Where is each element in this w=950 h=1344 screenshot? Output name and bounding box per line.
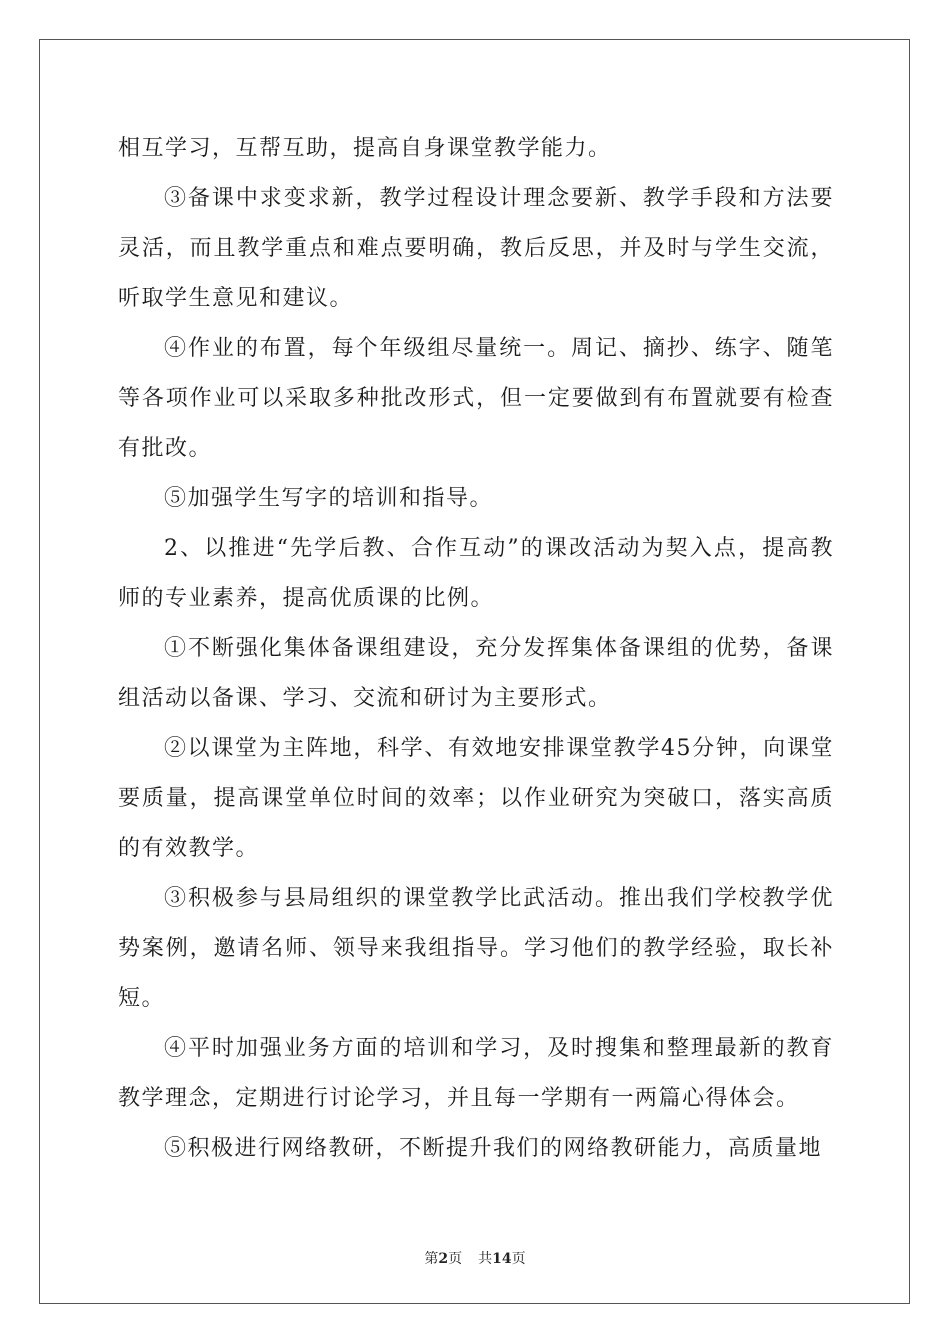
total-prefix: 共 — [478, 1251, 493, 1267]
page-number: 2 — [438, 1251, 449, 1267]
page-prefix: 第 — [424, 1251, 439, 1267]
paragraph-3: ④作业的布置，每个年级组尽量统一。周记、摘抄、练字、随笔等各项作业可以采取多种批改形式，但一定要做到有布置就要有检查有批改。 — [118, 336, 834, 461]
paragraph-5: 2、以推进“先学后教、合作互动”的课改活动为契入点，提高教师的专业素养，提高优质课的比例。 — [118, 536, 834, 611]
paragraph-9: ④平时加强业务方面的培训和学习，及时搜集和整理最新的教育教学理念，定期进行讨论学习，并且每一学期有一两篇心得体会。 — [118, 1036, 834, 1111]
paragraph-7: ②以课堂为主阵地，科学、有效地安排课堂教学45分钟，向课堂要质量，提高课堂单位时间的效率；以作业研究为突破口，落实高质的有效教学。 — [118, 736, 834, 861]
paragraph-8: ③积极参与县局组织的课堂教学比武活动。推出我们学校教学优势案例，邀请名师、领导来我组指导。学习他们的教学经验，取长补短。 — [118, 886, 834, 1011]
paragraph-1: 相互学习，互帮互助，提高自身课堂教学能力。 — [118, 136, 612, 161]
total-suffix: 页 — [511, 1251, 526, 1267]
paragraph-6: ①不断强化集体备课组建设，充分发挥集体备课组的优势，备课组活动以备课、学习、交流和研讨为主要形式。 — [118, 636, 834, 711]
paragraph-2: ③备课中求变求新，教学过程设计理念要新、教学手段和方法要灵活，而且教学重点和难点要明确，教后反思，并及时与学生交流，听取学生意见和建议。 — [118, 186, 834, 311]
page-suffix: 页 — [448, 1251, 463, 1267]
document-body — [118, 124, 834, 1174]
total-pages: 14 — [492, 1251, 512, 1267]
paragraph-10: ⑤积极进行网络教研，不断提升我们的网络教研能力，高质量地 — [164, 1136, 823, 1161]
paragraph-4: ⑤加强学生写字的培训和指导。 — [164, 486, 494, 511]
page-footer — [0, 1248, 950, 1268]
